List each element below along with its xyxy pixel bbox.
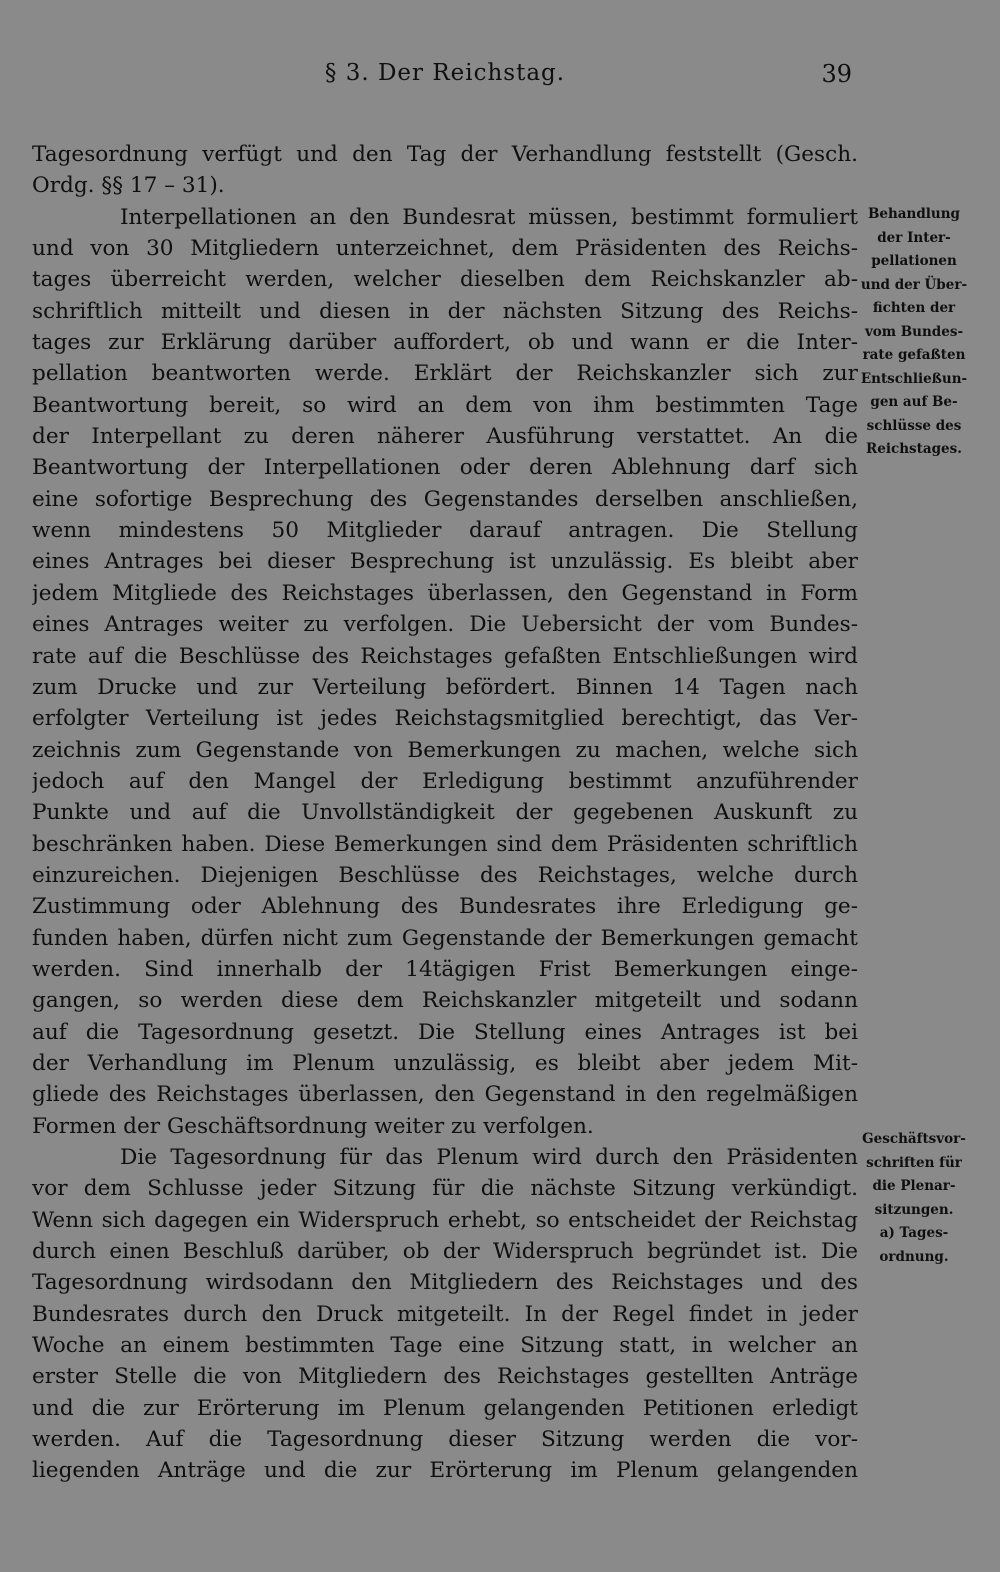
text-line: Tagesordnung verfügt und den Tag der Verhandlung feststellt (Gesch. <box>32 142 858 167</box>
text-line: funden haben, dürfen nicht zum Gegenstande der Bemerkungen gemacht <box>32 925 858 951</box>
text-line: schriftlich mitteilt und diesen in der nächsten Sitzung des Reichs- <box>32 298 858 324</box>
margin-note-line: die Plenar- <box>872 1178 956 1194</box>
text-line: erfolgter Verteilung ist jedes Reichstagsmitglied berechtigt, das Ver- <box>32 706 858 732</box>
margin-note-line: sitzungen. <box>874 1201 954 1218</box>
margin-note-line: schriften für <box>866 1154 962 1171</box>
text-line: gangen, so werden diese dem Reichskanzler mitgeteilt und sodann <box>32 988 858 1014</box>
page-header <box>32 60 858 100</box>
text-line: und von 30 Mitgliedern unterzeichnet, dem Präsidenten des Reichs- <box>32 236 858 262</box>
margin-note-line: Reichstages. <box>866 441 962 457</box>
margin-note-line: Behandlung <box>867 206 960 222</box>
text-line: gliede des Reichstages überlassen, den Gegenstand in den regelmäßigen <box>32 1082 858 1108</box>
text-line: Formen der Geschäftsordnung weiter zu verfolgen. <box>32 1113 594 1139</box>
text-line: Die Tagesordnung für das Plenum wird durch den Präsidenten <box>120 1145 858 1170</box>
body-text <box>32 139 858 1487</box>
text-line: Punkte und auf die Unvollständigkeit der gegebenen Auskunft zu <box>32 800 858 826</box>
text-line: pellation beantworten werde. Erklärt der Reichskanzler sich zur <box>32 361 858 387</box>
text-line: Beantwortung bereit, so wird an dem von ihm bestimmten Tage <box>32 392 858 418</box>
text-line: rate auf die Beschlüsse des Reichstages gefaßten Entschließungen wird <box>32 643 858 669</box>
margin-note-line: Entschließun- <box>860 370 968 387</box>
margin-note-line: rate gefaßten <box>862 347 966 363</box>
text-line: und die zur Erörterung im Plenum gelangenden Petitionen erledigt <box>32 1395 858 1421</box>
margin-note-line: der Inter- <box>877 229 951 246</box>
margin-note-line: pellationen <box>871 253 957 269</box>
text-line: einzureichen. Diejenigen Beschlüsse des Reichstages, welche durch <box>32 862 858 888</box>
margin-note-line: a) Tages- <box>879 1225 949 1241</box>
margin-note-geschaeftsvorschriften <box>858 1128 970 1269</box>
text-line: Interpellationen an den Bundesrat müssen, bestimmt formuliert <box>120 204 858 230</box>
text-line: eines Antrages bei dieser Besprechung ist unzulässig. Es bleibt aber <box>32 549 858 575</box>
text-line: zum Drucke und zur Verteilung befördert. Binnen 14 Tagen nach <box>32 674 858 700</box>
text-line: erster Stelle die von Mitgliedern des Reichstages gestellten Anträge <box>32 1364 858 1390</box>
text-line: wenn mindestens 50 Mitglieder darauf antragen. Die Stellung <box>32 518 858 544</box>
text-line: Woche an einem bestimmten Tage eine Sitzung statt, in welcher an <box>32 1333 858 1359</box>
text-line: beschränken haben. Diese Bemerkungen sind dem Präsidenten schriftlich <box>32 831 858 857</box>
text-line: der Verhandlung im Plenum unzulässig, es bleibt aber jedem Mit- <box>32 1050 858 1076</box>
text-line: Ordg. §§ 17 – 31). <box>32 173 225 199</box>
margin-note-line: ordnung. <box>879 1248 949 1265</box>
text-line: Bundesrates durch den Druck mitgeteilt. In der Regel findet in jeder <box>32 1301 858 1327</box>
text-line: tages überreicht werden, welcher dieselben dem Reichskanzler ab- <box>32 267 858 293</box>
text-line: Tagesordnung wirdsodann den Mitgliedern des Reichstages und des <box>32 1270 858 1296</box>
text-line: eine sofortige Besprechung des Gegenstandes derselben anschließen, <box>32 486 858 512</box>
text-line: Wenn sich dagegen ein Widerspruch erhebt, so entscheidet der Reichstag <box>32 1207 858 1233</box>
text-line: Zustimmung oder Ablehnung des Bundesrates ihre Erledigung ge- <box>32 894 858 920</box>
text-line: werden. Sind innerhalb der 14tägigen Frist Bemerkungen einge- <box>32 956 858 982</box>
text-line: vor dem Schlusse jeder Sitzung für die nächste Sitzung verkündigt. <box>32 1176 858 1202</box>
margin-note-line: fichten der <box>872 300 956 316</box>
text-line: durch einen Beschluß darüber, ob der Widerspruch begründet ist. Die <box>32 1239 858 1265</box>
margin-note-line: Geschäftsvor- <box>862 1131 966 1147</box>
text-line: werden. Auf die Tagesordnung dieser Sitzung werden die vor- <box>32 1427 858 1453</box>
text-line: jedoch auf den Mangel der Erledigung bestimmt anzuführender <box>32 768 858 794</box>
margin-note-interpellationen <box>858 203 970 462</box>
text-line: auf die Tagesordnung gesetzt. Die Stellung eines Antrages ist bei <box>32 1019 858 1045</box>
text-line: eines Antrages weiter zu verfolgen. Die Uebersicht der vom Bundes- <box>32 612 858 638</box>
margin-note-line: und der Über- <box>860 276 968 293</box>
running-title: § 3. Der Reichstag. <box>324 60 566 86</box>
margin-note-line: schlüsse des <box>866 417 962 434</box>
text-line: liegenden Anträge und die zur Erörterung im Plenum gelangenden <box>32 1458 858 1484</box>
text-line: Beantwortung der Interpellationen oder deren Ablehnung darf sich <box>32 455 858 481</box>
margin-note-line: gen auf Be- <box>870 394 958 410</box>
text-line: zeichnis zum Gegenstande von Bemerkungen zu machen, welche sich <box>32 737 858 763</box>
text-line: tages zur Erklärung darüber auffordert, ob und wann er die Inter- <box>32 330 858 356</box>
text-line: der Interpellant zu deren näherer Ausführung verstattet. An die <box>32 424 858 450</box>
margin-note-line: vom Bundes- <box>864 323 964 340</box>
text-line: jedem Mitgliede des Reichstages überlassen, den Gegenstand in Form <box>32 580 858 606</box>
page-number: 39 <box>821 60 852 88</box>
